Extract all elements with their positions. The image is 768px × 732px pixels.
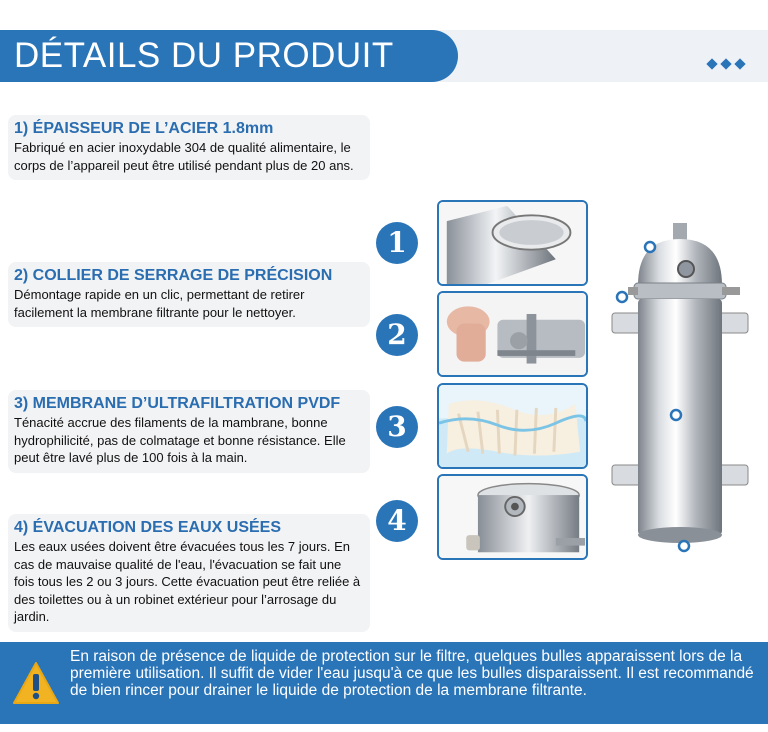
photo-steel-body [437,200,588,286]
feature-clamp [8,262,370,327]
header-decoration [708,60,744,68]
number-badge-4: 4 [376,500,418,542]
feature-title: 4) ÉVACUATION DES EAUX USÉES [14,519,282,536]
warning-icon [12,660,60,706]
feature-text: Les eaux usées doivent être évacuées tous les 7 jours. En cas de mauvaise qualité de l'eau, l'évacuation se fait une fois tous les 2 ou 3 jours. Cette évacuation peut être reliée à des toilettes ou à un robinet extérieur pour l’arrosage du jardin. [14,539,361,624]
feature-title: 3) MEMBRANE D’ULTRAFILTRATION PVDF [14,395,341,412]
number-badge-2: 2 [376,314,418,356]
number-badge-3: 3 [376,406,418,448]
feature-text: Ténacité accrue des filaments de la mambrane, bonne hydrophilicité, pas de colmatage et bonne résistance. Elle peut être lavé plus de 100 fois à la main. [14,415,346,465]
photo-drain [437,474,588,560]
feature-steel-thickness [8,115,370,180]
photo-clamp [437,291,588,377]
diamond-icon [734,58,745,69]
feature-membrane [8,390,370,473]
warning-text: En raison de présence de liquide de protection sur le filtre, quelques bulles apparaissent lors de la première utilisation. Il suffit de vider l'eau jusqu'à ce que les bulles disparaissent. Il est recommandé de bien rincer pour drainer le liquide de protection de la membrane filtrante. [70,648,754,699]
feature-text: Fabriqué en acier inoxydable 304 de qualité alimentaire, le corps de l’appareil peut être utilisé pendant plus de 20 ans. [14,140,354,173]
product-image-filter-housing [590,215,768,560]
feature-text: Démontage rapide en un clic, permettant de retirer facilement la membrane filtrante pour le nettoyer. [14,287,305,320]
feature-drainage [8,514,370,632]
warning-banner [0,642,768,724]
photo-membrane [437,383,588,469]
number-badge-1: 1 [376,222,418,264]
diamond-icon [706,58,717,69]
feature-title: 2) COLLIER DE SERRAGE DE PRÉCISION [14,267,333,284]
feature-title: 1) ÉPAISSEUR DE L’ACIER 1.8mm [14,120,274,137]
diamond-icon [720,58,731,69]
page-title: DÉTAILS DU PRODUIT [0,30,458,82]
